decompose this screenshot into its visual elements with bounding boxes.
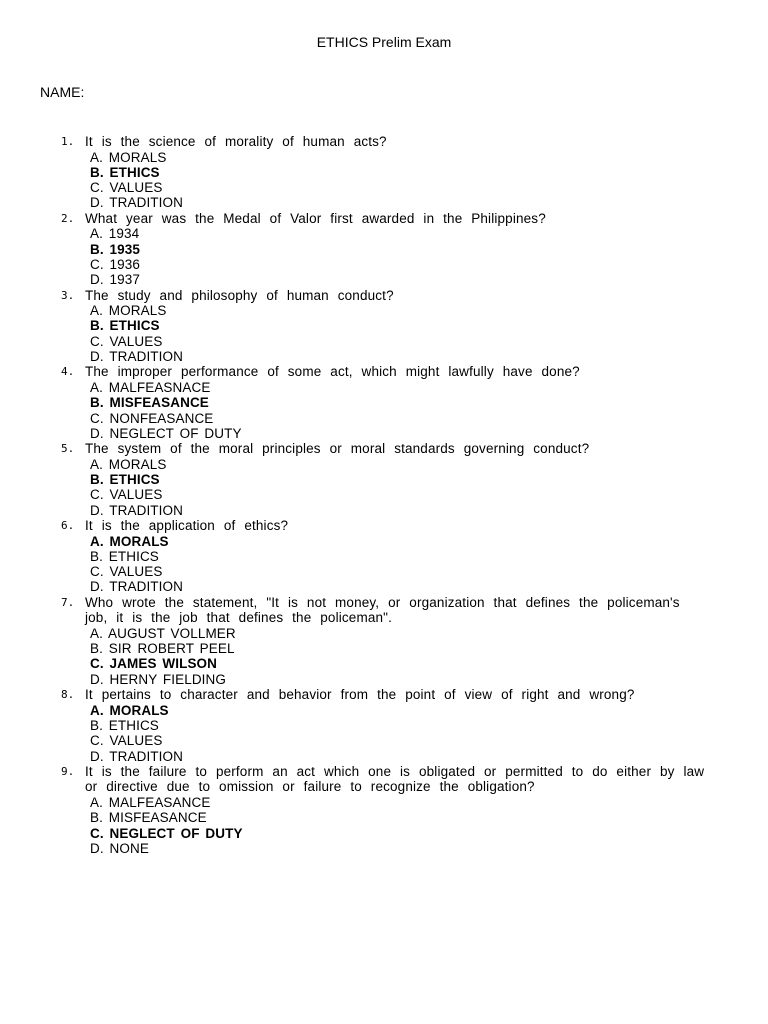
question-item [0, 288, 768, 365]
option-d: D. TRADITION [90, 502, 183, 518]
option-c: C. NONFEASANCE [90, 410, 214, 426]
option-list [0, 380, 768, 441]
option-list [0, 626, 768, 687]
question-list [0, 134, 768, 856]
option-d: D. NEGLECT OF DUTY [90, 425, 242, 441]
name-label: NAME: [40, 84, 85, 100]
question-item [0, 595, 768, 687]
option-c: C. VALUES [90, 564, 163, 580]
option-a: A. MALFEASNACE [90, 379, 211, 395]
option-b: B. ETHICS [90, 717, 159, 733]
option-d: D. NONE [90, 840, 149, 856]
option-d: D. TRADITION [90, 579, 183, 595]
option-a: A. MORALS [90, 149, 167, 165]
question-number: 8. [61, 688, 75, 702]
question-number: 1. [61, 135, 75, 148]
question-text: The improper performance of some act, which might lawfully have done? [85, 364, 580, 380]
option-a: A. AUGUST VOLLMER [90, 625, 236, 641]
question-item [0, 134, 768, 211]
option-list [0, 457, 768, 518]
option-b: B. ETHICS [90, 318, 160, 334]
question-stem [0, 364, 708, 380]
question-number: 4. [61, 365, 75, 379]
option-b: B. 1935 [90, 241, 140, 257]
question-text: The system of the moral principles or moral standards governing conduct? [85, 441, 590, 457]
question-stem [0, 518, 708, 534]
question-text: It pertains to character and behavior from the point of view of right and wrong? [85, 687, 635, 703]
option-c: C. JAMES WILSON [90, 656, 218, 672]
question-number: 2. [61, 211, 75, 225]
option-list [0, 303, 768, 364]
question-text: The study and philosophy of human conduct? [85, 287, 394, 303]
question-number: 6. [61, 518, 75, 532]
question-stem [0, 134, 708, 150]
question-item [0, 211, 768, 288]
option-a: A. MORALS [90, 702, 169, 718]
option-c: C. 1936 [90, 256, 140, 272]
question-number: 5. [61, 442, 75, 456]
option-d: D. 1937 [90, 272, 140, 288]
option-list [0, 226, 768, 287]
option-b: B. SIR ROBERT PEEL [90, 641, 235, 657]
option-b: B. MISFEASANCE [90, 810, 207, 826]
question-stem [0, 211, 708, 227]
option-a: A. MORALS [90, 456, 167, 472]
question-number: 7. [61, 595, 75, 609]
option-list [0, 150, 768, 211]
question-stem [0, 288, 708, 304]
option-d: D. TRADITION [90, 195, 183, 211]
question-text: It is the application of ethics? [85, 517, 289, 533]
option-b: B. ETHICS [90, 164, 160, 180]
option-c: C. NEGLECT OF DUTY [90, 825, 243, 841]
question-number: 9. [61, 764, 75, 778]
option-d: D. HERNY FIELDING [90, 671, 226, 687]
question-item [0, 364, 768, 441]
page-title: ETHICS Prelim Exam [316, 34, 452, 50]
option-list [0, 534, 768, 595]
question-stem [0, 595, 708, 626]
question-item [0, 687, 768, 764]
question-stem [0, 687, 708, 703]
question-item [0, 441, 768, 518]
option-a: A. MALFEASANCE [90, 795, 211, 811]
question-text: It is the failure to perform an act which one is obligated or permitted to do either by law or directive due to omission or failure to recognize the obligation? [85, 763, 705, 795]
option-b: B. MISFEASANCE [90, 395, 209, 411]
option-b: B. ETHICS [90, 472, 160, 488]
option-a: A. MORALS [90, 303, 167, 319]
option-c: C. VALUES [90, 333, 163, 349]
option-list [0, 703, 768, 764]
option-c: C. VALUES [90, 180, 163, 196]
option-a: A. 1934 [90, 226, 140, 242]
question-text: It is the science of morality of human acts? [85, 134, 387, 149]
question-number: 3. [61, 288, 75, 302]
question-item [0, 764, 768, 856]
option-d: D. TRADITION [90, 349, 183, 365]
question-stem [0, 441, 708, 457]
option-list [0, 795, 768, 856]
option-b: B. ETHICS [90, 548, 159, 564]
option-c: C. VALUES [90, 487, 163, 503]
option-c: C. VALUES [90, 733, 163, 749]
option-d: D. TRADITION [90, 748, 183, 764]
question-text: Who wrote the statement, "It is not money, or organization that defines the policeman's job, it is the job that defines the policeman". [85, 594, 680, 626]
question-stem [0, 764, 708, 795]
option-a: A. MORALS [90, 533, 169, 549]
question-text: What year was the Medal of Valor first awarded in the Philippines? [85, 210, 546, 226]
question-item [0, 518, 768, 595]
